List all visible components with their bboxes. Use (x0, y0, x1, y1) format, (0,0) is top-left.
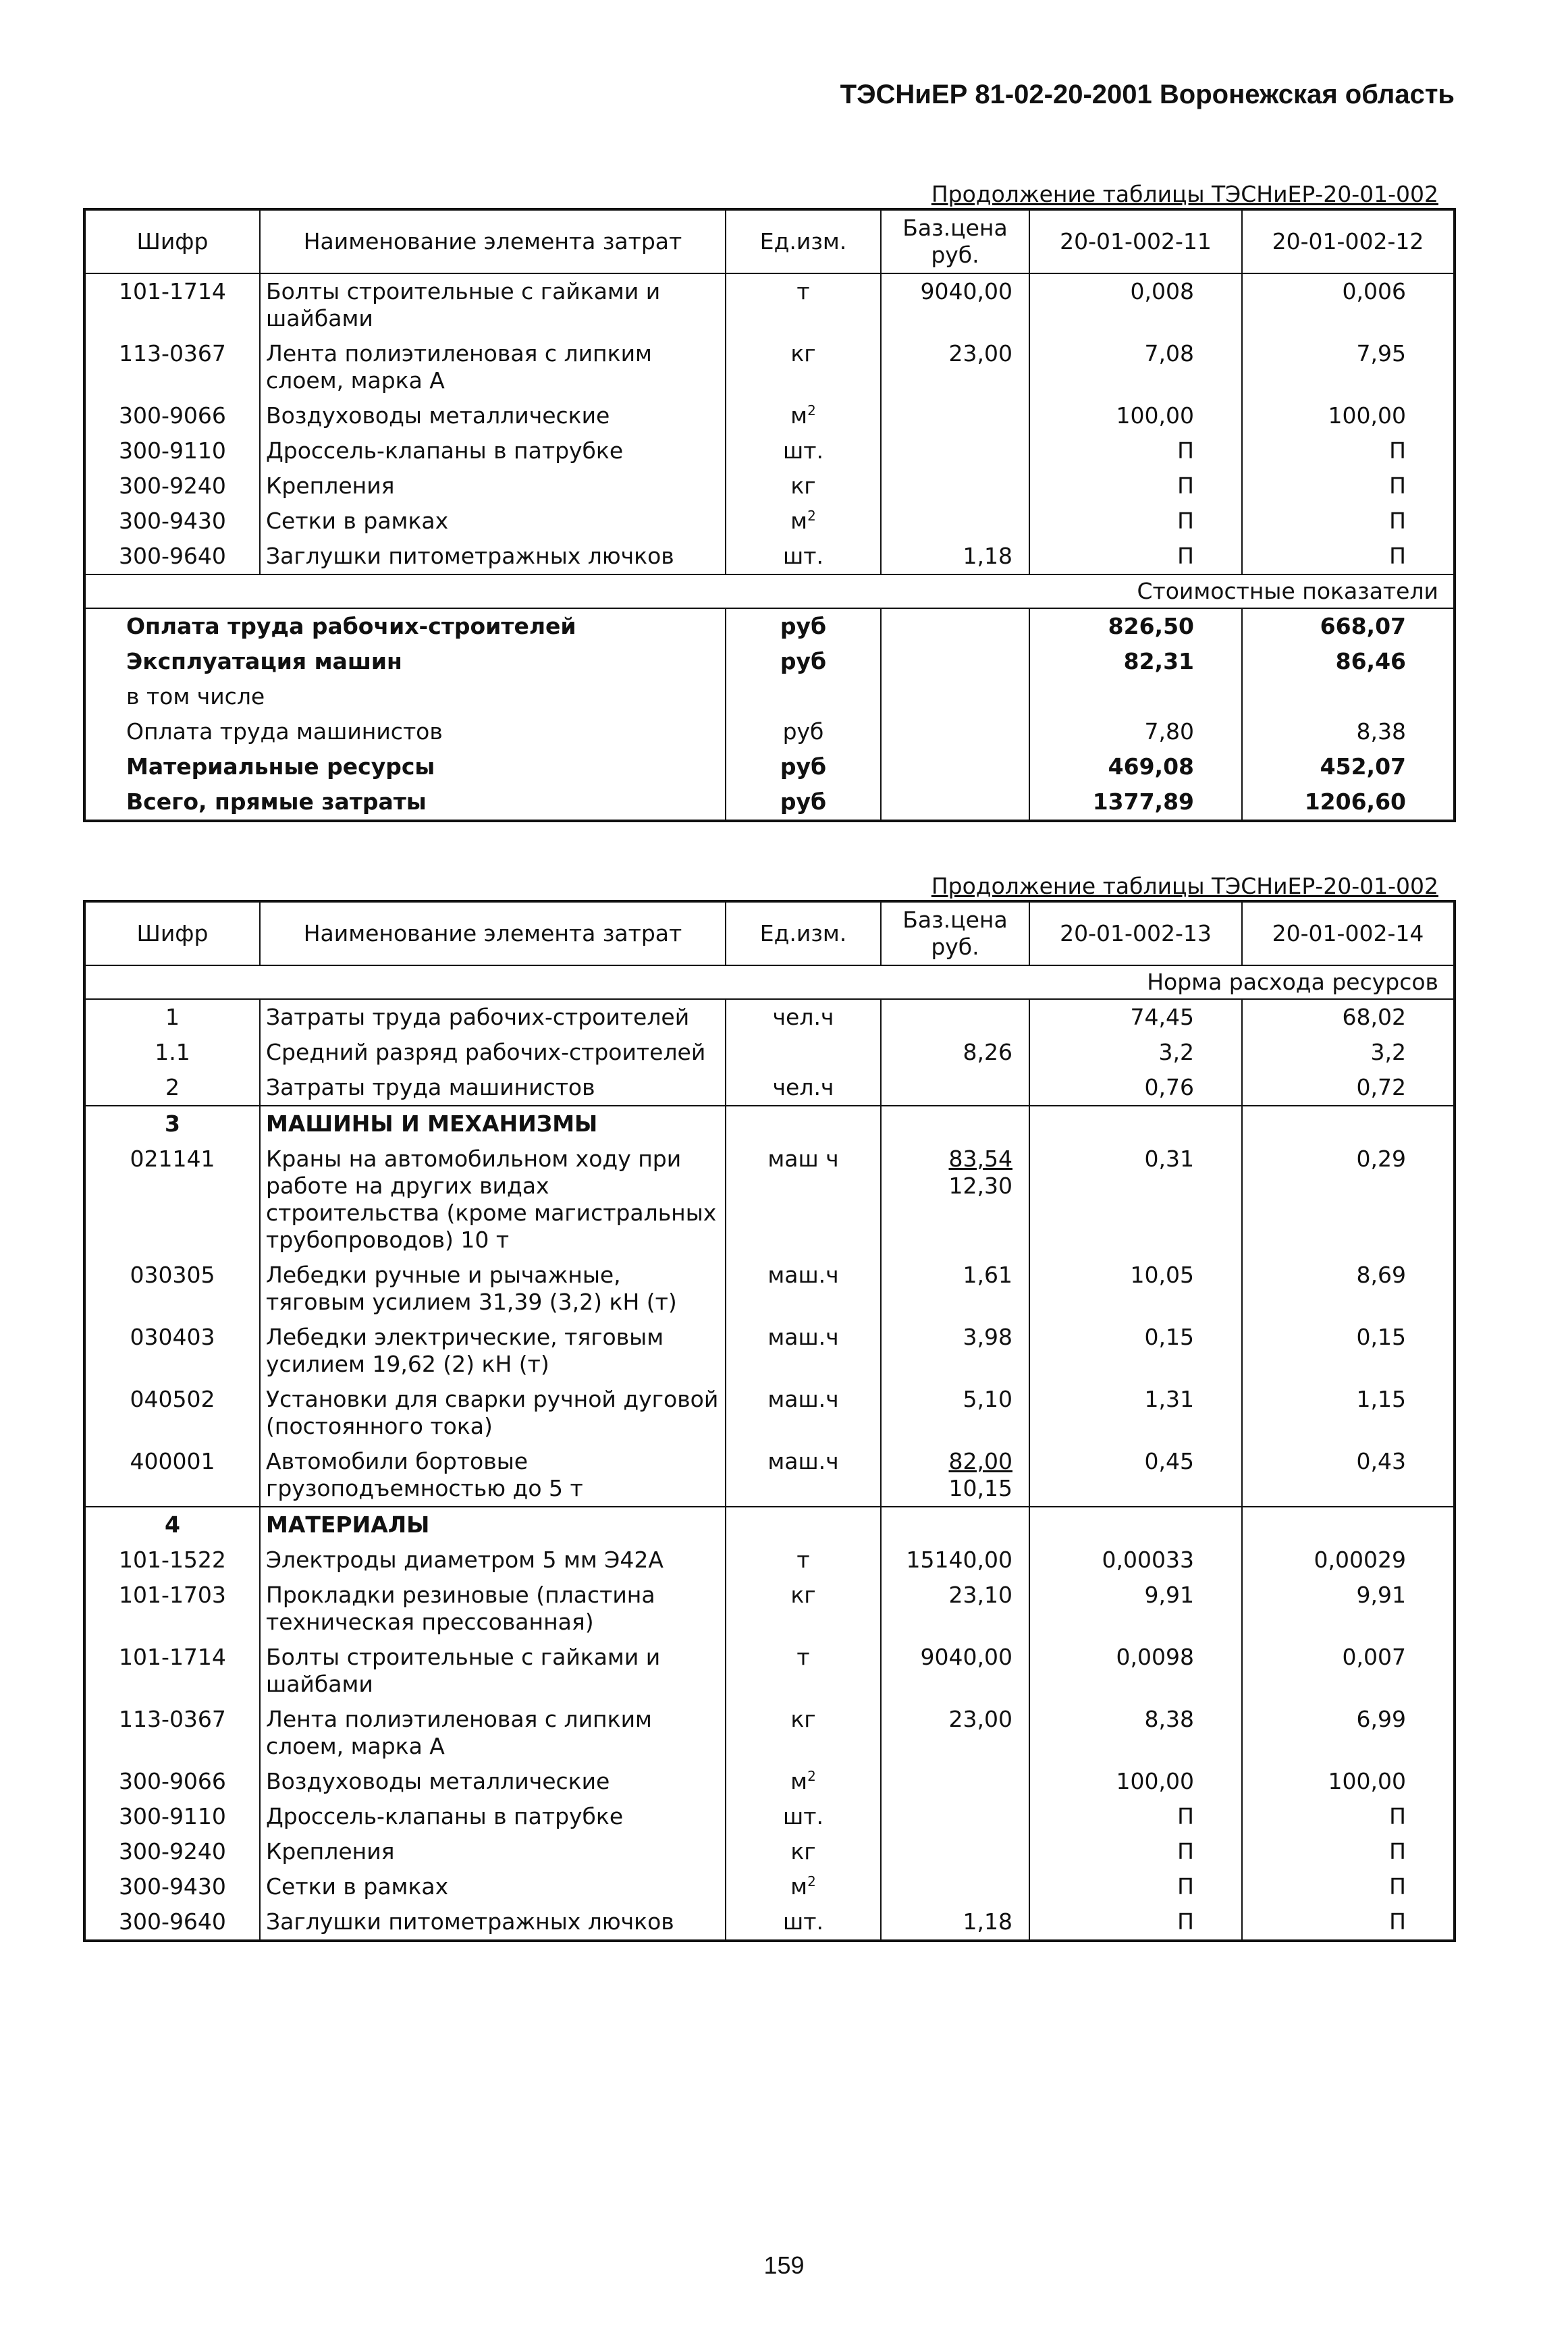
row-name: Болты строительные с гайками и шайбами (260, 1640, 726, 1702)
row-value-2: 0,72 (1242, 1070, 1455, 1106)
row-code: 300-9110 (119, 437, 226, 464)
row-code: 300-9240 (119, 473, 226, 499)
col-header-v1: 20-01-002-13 (1029, 901, 1242, 965)
material-row (84, 398, 1455, 433)
row-value-2: П (1242, 468, 1455, 504)
row-code: 300-9066 (119, 402, 226, 429)
row-price: 1,61 (881, 1258, 1029, 1320)
row-unit: шт. (726, 1799, 881, 1834)
row-name: Краны на автомобильном ходу при работе на других видах строительства (кроме магистральных трубопроводов) 10 т (260, 1142, 726, 1258)
row-value-2: П (1242, 539, 1455, 574)
row-value-2: 668,07 (1242, 608, 1455, 644)
row-value-2: 0,29 (1242, 1142, 1455, 1258)
cost-subheader: Стоимостные показатели (84, 574, 1455, 608)
material-row (84, 539, 1455, 574)
cost-row (84, 749, 1455, 784)
row-unit: маш ч (726, 1142, 881, 1258)
row-name: Дроссель-клапаны в патрубке (260, 433, 726, 468)
row-name: Болты строительные с гайками и шайбами (260, 273, 726, 336)
row-code: 101-1522 (119, 1547, 226, 1573)
row-unit: руб (726, 749, 881, 784)
row-price (881, 1799, 1029, 1834)
row-value-2: 0,43 (1242, 1444, 1455, 1507)
row-value-1: 100,00 (1029, 1764, 1242, 1799)
labor-row (84, 999, 1455, 1035)
row-price (881, 1444, 1029, 1507)
row-code: 030403 (130, 1324, 215, 1350)
machine-row (84, 1320, 1455, 1382)
costs-body (84, 608, 1455, 821)
row-name: Крепления (260, 468, 726, 504)
price-numerator: 82,00 (948, 1448, 1012, 1474)
row-unit: кг (726, 1578, 881, 1640)
row-name: Дроссель-клапаны в патрубке (260, 1799, 726, 1834)
row-name: Воздуховоды металлические (260, 398, 726, 433)
row-price (881, 504, 1029, 539)
row-value-1: 0,008 (1029, 273, 1242, 336)
row-code: 300-9640 (119, 543, 226, 569)
row-value-1: П (1029, 1834, 1242, 1869)
materials-body (84, 273, 1455, 574)
row-value-1: 8,38 (1029, 1702, 1242, 1764)
row-price (881, 644, 1029, 679)
material-row (84, 1904, 1455, 1941)
resource-table-1 (83, 208, 1456, 822)
row-name: Материальные ресурсы (126, 753, 435, 780)
row-name: Сетки в рамках (260, 1869, 726, 1904)
row-value-1: 0,45 (1029, 1444, 1242, 1507)
row-price (881, 468, 1029, 504)
row-code: 300-9640 (119, 1908, 226, 1935)
machine-row (84, 1444, 1455, 1507)
section-title: МАТЕРИАЛЫ (260, 1507, 726, 1543)
row-code: 300-9110 (119, 1803, 226, 1829)
continuation-label: Продолжение таблицы ТЭСНиЕР-20-01-002 (931, 181, 1438, 207)
row-price: 3,98 (881, 1320, 1029, 1382)
cost-row (84, 644, 1455, 679)
row-code: 040502 (130, 1386, 215, 1412)
row-unit: $м^2$ (726, 1764, 881, 1799)
row-unit: $м^2$ (726, 1869, 881, 1904)
row-unit: кг (726, 468, 881, 504)
material-row (84, 1578, 1455, 1640)
row-value-2: 0,007 (1242, 1640, 1455, 1702)
col-header-v1: 20-01-002-11 (1029, 209, 1242, 273)
section-title: МАШИНЫ И МЕХАНИЗМЫ (260, 1106, 726, 1142)
material-row (84, 504, 1455, 539)
row-value-1: 0,76 (1029, 1070, 1242, 1106)
row-value-1: 74,45 (1029, 999, 1242, 1035)
col-header-price: Баз.цена руб. (881, 209, 1029, 273)
row-price: 9040,00 (881, 1640, 1029, 1702)
row-value-1: П (1029, 1904, 1242, 1941)
row-name: Электроды диаметром 5 мм Э42А (260, 1543, 726, 1578)
row-name: в том числе (126, 683, 265, 709)
col-header-code: Шифр (84, 901, 260, 965)
row-code: 101-1714 (119, 278, 226, 304)
row-value-2: 6,99 (1242, 1702, 1455, 1764)
row-unit: шт. (726, 433, 881, 468)
row-name: Средний разряд рабочих-строителей (260, 1035, 726, 1070)
row-price: 9040,00 (881, 273, 1029, 336)
row-code: 300-9430 (119, 508, 226, 534)
row-value-1: 7,80 (1029, 714, 1242, 749)
material-row (84, 336, 1455, 398)
col-header-v2: 20-01-002-14 (1242, 901, 1455, 965)
table-header-row (84, 209, 1455, 273)
continuation-label: Продолжение таблицы ТЭСНиЕР-20-01-002 (931, 873, 1438, 899)
norm-subheader: Норма расхода ресурсов (84, 965, 1455, 999)
col-header-unit: Ед.изм. (726, 901, 881, 965)
row-code: 300-9240 (119, 1838, 226, 1865)
resource-table-2 (83, 900, 1456, 1942)
row-value-2: 100,00 (1242, 398, 1455, 433)
row-name: Лебедки ручные и рычажные, тяговым усилием 31,39 (3,2) кН (т) (260, 1258, 726, 1320)
section-row-machines (84, 1106, 1455, 1142)
row-price (881, 433, 1029, 468)
col-header-name: Наименование элемента затрат (260, 901, 726, 965)
row-value-2: П (1242, 433, 1455, 468)
row-unit: т (726, 1543, 881, 1578)
table-block-2 (83, 873, 1453, 1942)
row-unit: маш.ч (726, 1444, 881, 1507)
row-value-2: П (1242, 1904, 1455, 1941)
cost-subheader-row (84, 574, 1455, 608)
row-price (881, 1142, 1029, 1258)
cost-row (84, 608, 1455, 644)
row-value-1: 7,08 (1029, 336, 1242, 398)
row-code: 1 (165, 1004, 180, 1030)
labor-row (84, 1070, 1455, 1106)
labor-body (84, 999, 1455, 1106)
row-value-1: 100,00 (1029, 398, 1242, 433)
row-price (881, 1764, 1029, 1799)
row-name: Сетки в рамках (260, 504, 726, 539)
machine-row (84, 1382, 1455, 1444)
row-value-2: 0,15 (1242, 1320, 1455, 1382)
row-name: Автомобили бортовые грузоподъемностью до 5 т (260, 1444, 726, 1507)
row-price (881, 784, 1029, 821)
row-unit: маш.ч (726, 1258, 881, 1320)
row-name: Крепления (260, 1834, 726, 1869)
row-code: 2 (165, 1074, 180, 1100)
row-name: Прокладки резиновые (пластина техническая прессованная) (260, 1578, 726, 1640)
row-price: 23,00 (881, 336, 1029, 398)
material-row (84, 1543, 1455, 1578)
material-row (84, 273, 1455, 336)
row-value-2: 100,00 (1242, 1764, 1455, 1799)
row-value-1: 0,31 (1029, 1142, 1242, 1258)
row-value-1: 0,15 (1029, 1320, 1242, 1382)
cost-row (84, 679, 1455, 714)
row-value-1: 1,31 (1029, 1382, 1242, 1444)
row-value-2: 68,02 (1242, 999, 1455, 1035)
row-value-1: 1377,89 (1029, 784, 1242, 821)
row-value-1 (1029, 679, 1242, 714)
row-unit: чел.ч (726, 999, 881, 1035)
col-header-code: Шифр (84, 209, 260, 273)
col-header-v2: 20-01-002-12 (1242, 209, 1455, 273)
row-unit: чел.ч (726, 1070, 881, 1106)
row-unit: маш.ч (726, 1382, 881, 1444)
row-name: Лента полиэтиленовая с липким слоем, марка А (260, 336, 726, 398)
row-unit: руб (726, 644, 881, 679)
row-value-2: 0,006 (1242, 273, 1455, 336)
row-value-1: 0,00033 (1029, 1543, 1242, 1578)
row-price (881, 749, 1029, 784)
row-value-2: 8,69 (1242, 1258, 1455, 1320)
table-header-row (84, 901, 1455, 965)
row-name: Затраты труда рабочих-строителей (260, 999, 726, 1035)
price-denominator: 10,15 (948, 1475, 1012, 1501)
row-price (881, 1834, 1029, 1869)
row-price (881, 714, 1029, 749)
row-value-2: 452,07 (1242, 749, 1455, 784)
material-row (84, 1640, 1455, 1702)
row-unit: руб (726, 608, 881, 644)
row-name: Оплата труда машинистов (126, 718, 443, 745)
row-value-2: П (1242, 1799, 1455, 1834)
row-value-2: 1,15 (1242, 1382, 1455, 1444)
page-header: ТЭСНиЕР 81-02-20-2001 Воронежская область (840, 80, 1455, 109)
row-price: 1,18 (881, 1904, 1029, 1941)
row-name: Оплата труда рабочих-строителей (126, 613, 576, 639)
row-value-2: 1206,60 (1242, 784, 1455, 821)
cost-row (84, 714, 1455, 749)
row-unit (726, 679, 881, 714)
row-value-2: 86,46 (1242, 644, 1455, 679)
row-value-1: 469,08 (1029, 749, 1242, 784)
row-unit: $м^2$ (726, 398, 881, 433)
machines-body (84, 1142, 1455, 1507)
row-name: Всего, прямые затраты (126, 788, 427, 815)
norm-subheader-row (84, 965, 1455, 999)
row-value-1: П (1029, 539, 1242, 574)
row-unit: руб (726, 784, 881, 821)
row-unit: маш.ч (726, 1320, 881, 1382)
row-value-2: П (1242, 1869, 1455, 1904)
row-unit: руб (726, 714, 881, 749)
row-value-1: 0,0098 (1029, 1640, 1242, 1702)
row-code: 113-0367 (119, 1706, 226, 1732)
row-value-2: 0,00029 (1242, 1543, 1455, 1578)
row-value-1: 826,50 (1029, 608, 1242, 644)
material-row (84, 1869, 1455, 1904)
row-unit: кг (726, 1702, 881, 1764)
row-value-2: 9,91 (1242, 1578, 1455, 1640)
row-value-1: П (1029, 433, 1242, 468)
row-name: Установки для сварки ручной дуговой (постоянного тока) (260, 1382, 726, 1444)
row-value-1: П (1029, 1799, 1242, 1834)
row-value-1: П (1029, 468, 1242, 504)
row-value-2: 3,2 (1242, 1035, 1455, 1070)
row-value-2: 7,95 (1242, 336, 1455, 398)
row-code: 030305 (130, 1262, 215, 1288)
row-name: Эксплуатация машин (126, 648, 402, 674)
cost-row (84, 784, 1455, 821)
row-value-1: 9,91 (1029, 1578, 1242, 1640)
col-header-name: Наименование элемента затрат (260, 209, 726, 273)
col-header-unit: Ед.изм. (726, 209, 881, 273)
row-price: 23,00 (881, 1702, 1029, 1764)
row-price: 23,10 (881, 1578, 1029, 1640)
material-row (84, 1834, 1455, 1869)
row-name: Заглушки питометражных лючков (260, 1904, 726, 1941)
material-row (84, 1799, 1455, 1834)
col-header-price: Баз.цена руб. (881, 901, 1029, 965)
row-price: 5,10 (881, 1382, 1029, 1444)
row-unit: кг (726, 1834, 881, 1869)
row-value-1: 82,31 (1029, 644, 1242, 679)
row-code: 1.1 (155, 1039, 190, 1065)
price-numerator: 83,54 (948, 1146, 1012, 1172)
row-unit: шт. (726, 1904, 881, 1941)
row-name: Лебедки электрические, тяговым усилием 19,62 (2) кН (т) (260, 1320, 726, 1382)
row-price (881, 679, 1029, 714)
row-name: Заглушки питометражных лючков (260, 539, 726, 574)
row-price: 15140,00 (881, 1543, 1029, 1578)
row-name: Воздуховоды металлические (260, 1764, 726, 1799)
material-row (84, 433, 1455, 468)
row-code: 101-1703 (119, 1582, 226, 1608)
materials-body (84, 1543, 1455, 1941)
row-unit: шт. (726, 539, 881, 574)
row-unit: $м^2$ (726, 504, 881, 539)
row-name: Лента полиэтиленовая с липким слоем, марка А (260, 1702, 726, 1764)
row-unit (726, 1035, 881, 1070)
row-unit: т (726, 273, 881, 336)
page-number: 159 (763, 2251, 805, 2279)
material-row (84, 1702, 1455, 1764)
row-value-2: П (1242, 504, 1455, 539)
row-code: 300-9066 (119, 1768, 226, 1794)
machine-row (84, 1258, 1455, 1320)
row-price: 8,26 (881, 1035, 1029, 1070)
row-price (881, 398, 1029, 433)
material-row (84, 468, 1455, 504)
row-price: 1,18 (881, 539, 1029, 574)
row-price (881, 999, 1029, 1035)
row-value-1: 3,2 (1029, 1035, 1242, 1070)
row-value-1: 10,05 (1029, 1258, 1242, 1320)
row-price (881, 1869, 1029, 1904)
row-code: 300-9430 (119, 1873, 226, 1900)
machine-row (84, 1142, 1455, 1258)
row-price (881, 1070, 1029, 1106)
section-code: 3 (84, 1106, 260, 1142)
row-value-2: П (1242, 1834, 1455, 1869)
row-unit: кг (726, 336, 881, 398)
price-denominator: 12,30 (948, 1173, 1012, 1199)
table-block-1 (83, 181, 1453, 822)
row-value-2 (1242, 679, 1455, 714)
row-name: Затраты труда машинистов (260, 1070, 726, 1106)
row-code: 400001 (130, 1448, 215, 1474)
section-row-materials (84, 1507, 1455, 1543)
material-row (84, 1764, 1455, 1799)
row-value-1: П (1029, 504, 1242, 539)
row-price (881, 608, 1029, 644)
row-code: 021141 (130, 1146, 215, 1172)
section-code: 4 (84, 1507, 260, 1543)
row-value-2: 8,38 (1242, 714, 1455, 749)
row-unit: т (726, 1640, 881, 1702)
row-code: 101-1714 (119, 1644, 226, 1670)
row-value-1: П (1029, 1869, 1242, 1904)
labor-row (84, 1035, 1455, 1070)
row-code: 113-0367 (119, 340, 226, 367)
